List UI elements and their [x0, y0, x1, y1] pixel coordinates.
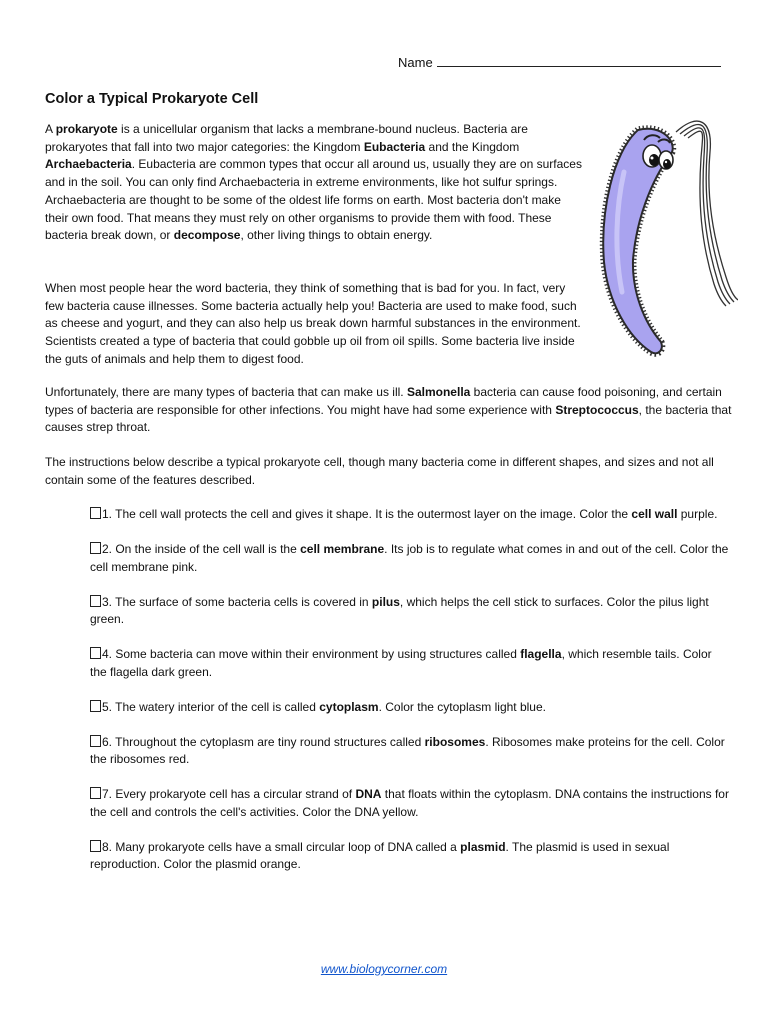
step-term: DNA — [355, 787, 382, 801]
checkbox[interactable] — [90, 735, 101, 747]
checkbox[interactable] — [90, 507, 101, 519]
page-title: Color a Typical Prokaryote Cell — [45, 91, 259, 107]
step-text: . The plasmid is used in sexual reproduction. Color the plasmid orange. — [90, 839, 670, 871]
text-run: A — [45, 122, 56, 136]
step-text: , which helps the cell stick to surfaces. Color the pilus light green. — [90, 594, 709, 626]
bacterium-illustration — [588, 112, 738, 362]
flagella — [676, 121, 738, 306]
step-text: . Its job is to regulate what comes in and out of the cell. Color the cell membrane pink. — [90, 542, 729, 574]
checkbox[interactable] — [90, 595, 101, 607]
text-run: Unfortunately, there are many types of bacteria that can make us ill. — [45, 385, 407, 399]
checklist-item — [90, 541, 730, 576]
checkbox[interactable] — [90, 787, 101, 799]
name-label: Name — [398, 55, 433, 70]
step-term: cytoplasm — [319, 699, 379, 714]
text-run: and the Kingdom — [425, 139, 520, 154]
checklist-item — [90, 786, 730, 821]
step-text: 3. The surface of some bacteria cells is covered in — [102, 594, 372, 609]
text-run: bacteria can cause food poisoning, and certain types of bacteria are responsible for other infections. You might have had some experience with — [45, 385, 722, 417]
step-text: 7. Every prokaryote cell has a circular strand of — [102, 787, 356, 801]
text-run: is a unicellular organism that lacks a membrane-bound nucleus. Bacteria are prokaryotes that fall into two major categories: the Kingdom — [45, 122, 528, 154]
text-run: . Eubacteria are common types that occur all around us, usually they are on surfaces and in the soil. You can only find Archaebacteria in extreme environments, like hot sulfur springs. Archaebacteria are thought to be some of the oldest life forms on earth. Most bacteria don't make their own food. That means they must rely on other organisms to provide them with food. These bacteria break down, or — [45, 157, 582, 243]
checklist-item — [90, 506, 730, 524]
step-text: 2. On the inside of the cell wall is the — [102, 542, 301, 556]
checkbox[interactable] — [90, 647, 101, 659]
term-archaebacteria: Archaebacteria — [45, 157, 132, 172]
term-eubacteria: Eubacteria — [363, 139, 426, 154]
checklist-item — [90, 734, 730, 769]
step-term: ribosomes — [424, 734, 486, 749]
step-text: 1. The cell wall protects the cell and gives it shape. It is the outermost layer on the image. Color the — [102, 507, 632, 521]
text-run: , other living things to obtain energy. — [240, 228, 433, 243]
term-decompose: decompose — [173, 228, 241, 243]
bacteria-uses-paragraph: When most people hear the word bacteria, they think of something that is bad for you. In fact, very few bacteria cause illnesses. Some bacteria actually help you! Bacteria are used to make food, such as cheese and yogurt, and they can also help us break down harmful substances in the environment. Scientists created a type of bacteria that could gobble up oil from oil spills. Some bacteria live inside the guts of animals and help them to digest food. — [45, 281, 581, 366]
step-text: that floats within the cytoplasm. DNA contains the instructions for the cell and controls the cell's activities. Color the DNA yellow. — [90, 787, 729, 819]
intro-paragraph — [45, 121, 585, 245]
name-field[interactable] — [398, 54, 721, 70]
step-term: cell wall — [631, 507, 678, 521]
step-text: 4. Some bacteria can move within their environment by using structures called — [102, 647, 521, 661]
step-term: flagella — [520, 647, 562, 661]
footer — [0, 962, 768, 976]
checklist-item — [90, 699, 730, 717]
checklist-item — [90, 594, 730, 629]
term-salmonella: Salmonella — [406, 385, 471, 399]
step-term: cell membrane — [300, 542, 385, 556]
step-text: 6. Throughout the cytoplasm are tiny round structures called — [102, 734, 425, 749]
footer-link[interactable]: www.biologycorner.com — [320, 962, 448, 976]
step-text: 5. The watery interior of the cell is called — [102, 699, 320, 714]
checkbox[interactable] — [90, 840, 101, 852]
instructions-intro-paragraph: The instructions below describe a typical prokaryote cell, though many bacteria come in different shapes, and sizes and not all contain some of the features described. — [45, 455, 714, 487]
name-blank-line[interactable] — [437, 54, 721, 67]
step-term: plasmid — [460, 839, 506, 854]
checklist-item — [90, 646, 730, 681]
checkbox[interactable] — [90, 700, 101, 712]
text-run: , the bacteria that causes strep throat. — [45, 402, 732, 435]
checkbox[interactable] — [90, 542, 101, 554]
step-text: , which resemble tails. Color the flagella dark green. — [90, 647, 712, 679]
coloring-checklist — [90, 506, 730, 891]
term-streptococcus: Streptococcus — [555, 402, 639, 417]
step-text: 8. Many prokaryote cells have a small circular loop of DNA called a — [102, 839, 461, 854]
checklist-item — [90, 839, 730, 874]
step-text: purple. — [677, 507, 718, 521]
term-prokaryote: prokaryote — [55, 122, 118, 136]
step-term: pilus — [371, 594, 400, 609]
step-text: . Color the cytoplasm light blue. — [378, 699, 546, 714]
step-text: . Ribosomes make proteins for the cell. Color the ribosomes red. — [90, 734, 725, 766]
harmful-bacteria-paragraph — [45, 384, 735, 437]
